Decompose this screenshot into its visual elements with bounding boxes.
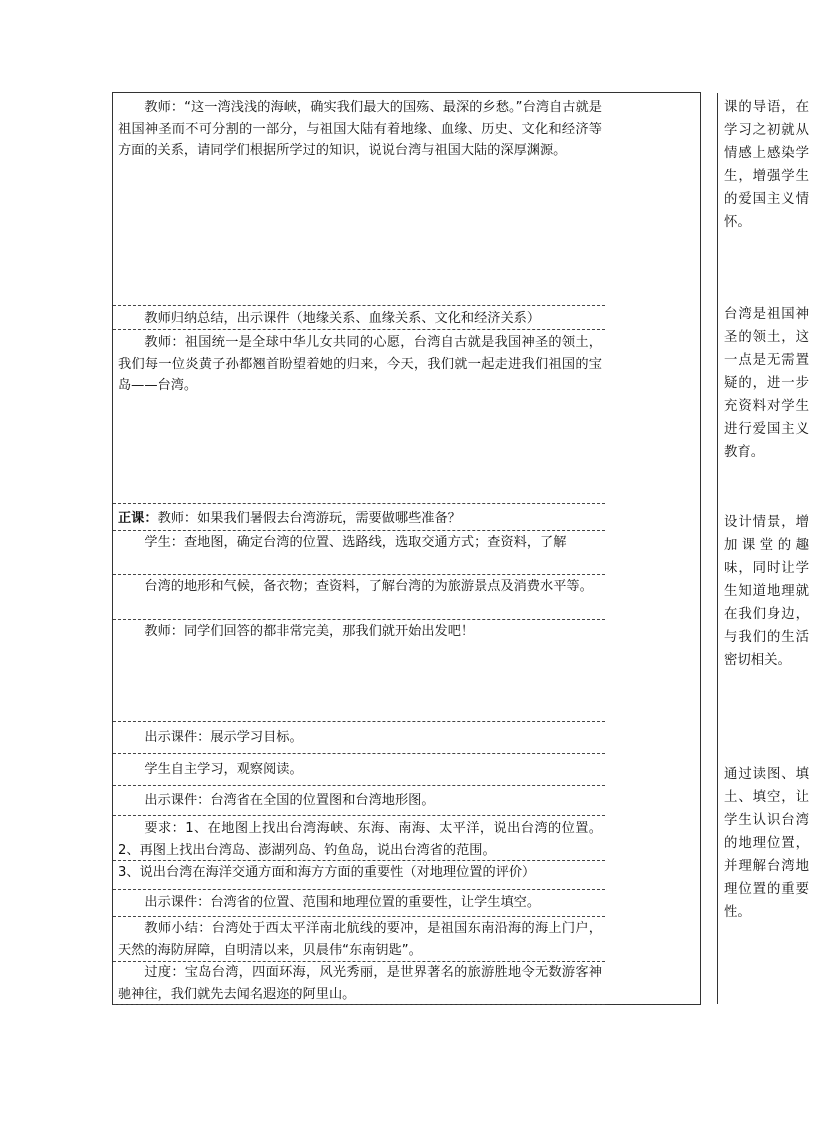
summary-paragraph: 教师归纳总结，出示课件（地缘关系、血缘关系、文化和经济关系）	[144, 311, 541, 326]
dashed-divider	[113, 619, 605, 620]
teacher-response-paragraph: 教师：同学们回答的都非常完美，那我们就开始出发吧！	[144, 624, 475, 639]
dashed-divider	[113, 530, 605, 531]
dashed-divider	[113, 916, 605, 917]
design-note-intro: 课的导语，在学习之初就从情感上感染学生，增强学生的爱国主义情怀。	[724, 100, 809, 230]
fill-blank-section	[113, 892, 605, 914]
teacher-summary-section	[113, 918, 605, 961]
dashed-divider	[113, 574, 605, 575]
dashed-divider	[113, 860, 605, 861]
lesson-plan-table	[112, 92, 809, 1005]
dashed-divider	[113, 753, 605, 754]
student-answer-section	[113, 532, 605, 554]
goals-paragraph: 出示课件：展示学习目标。	[144, 730, 303, 745]
design-note-scenario: 设计情景，增加课堂的趣味，同时让学生知道地理就在我们身边，与我们的生活密切相关。	[724, 515, 809, 668]
main-lesson-section	[113, 508, 605, 530]
transition-section	[113, 962, 605, 1005]
dashed-divider	[113, 785, 605, 786]
main-lesson-label: 正课：	[118, 511, 158, 526]
map-paragraph: 出示课件：台湾省在全国的位置图和台湾地形图。	[144, 793, 435, 808]
teacher-summary-paragraph: 教师小结：台湾处于西太平洋南北航线的要冲，是祖国东南沿海的海上门户，天然的海防屏障，自明清以来，贝晨伟“东南钥匙”。	[118, 921, 602, 958]
requirements-paragraph: 要求：1、在地图上找出台湾海峡、东海、南海、太平洋，说出台湾的位置。2、再图上找出台湾岛、澎湖列岛、钓鱼岛，说出台湾省的范围。	[118, 821, 602, 858]
dashed-divider	[113, 329, 605, 330]
dashed-divider	[113, 815, 605, 816]
intro-paragraph: 教师：“这一湾浅浅的海峡，确实我们最大的国殇、最深的乡愁。”台湾自古就是祖国神圣而不可分割的一部分，与祖国大陆有着地缘、血缘、历史、文化和经济等方面的关系，请同学们根据所学过的知识，说说台湾与祖国大陆的深厚渊源。	[118, 100, 602, 158]
teacher-response-section	[113, 621, 605, 643]
requirements-section	[113, 818, 605, 861]
summary-section	[113, 308, 605, 330]
dashed-divider	[113, 1004, 605, 1005]
fill-blank-paragraph: 出示课件：台湾省的位置、范围和地理位置的重要性，让学生填空。	[144, 895, 541, 910]
intro-section	[113, 97, 605, 162]
student-answer-cont-paragraph: 台湾的地形和气候，备衣物；查资料，了解台湾的为旅游景点及消费水平等。	[144, 579, 593, 594]
student-answer-paragraph: 学生：查地图，确定台湾的位置、选路线，选取交通方式；查资料，了解	[144, 535, 567, 550]
design-note-territory: 台湾是祖国神圣的领土，这一点是无需置疑的，进一步充资料对学生进行爱国主义教育。	[724, 307, 809, 460]
dashed-divider	[113, 721, 605, 722]
main-lesson-question: 正课：教师：如果我们暑假去台湾游玩，需要做哪些准备？	[118, 511, 461, 526]
goals-section	[113, 727, 605, 749]
self-study-section	[113, 759, 605, 781]
self-study-paragraph: 学生自主学习，观察阅读。	[144, 762, 303, 777]
student-answer-cont-section	[113, 576, 605, 598]
design-note-location: 通过读图、填土、填空，让学生认识台湾的地理位置，并理解台湾地理位置的重要性。	[724, 767, 809, 920]
importance-paragraph: 3、说出台湾在海洋交通方面和海方方面的重要性（对地理位置的评价）	[118, 865, 536, 880]
transition-paragraph: 过度：宝岛台湾，四面环海，风光秀丽，是世界著名的旅游胜地令无数游客神驰神往，我们就先去闻名遐迩的阿里山。	[118, 965, 602, 1002]
importance-section	[113, 862, 605, 884]
map-section	[113, 790, 605, 812]
dashed-divider	[113, 889, 605, 890]
unity-paragraph: 教师：祖国统一是全球中华儿女共同的心愿，台湾自古就是我国神圣的领土，我们每一位炎黄子孙都翘首盼望着她的归来，今天，我们就一起走进我们祖国的宝岛——台湾。	[118, 335, 602, 393]
dashed-divider	[113, 305, 605, 306]
unity-section	[113, 332, 605, 397]
dashed-divider	[113, 503, 605, 504]
